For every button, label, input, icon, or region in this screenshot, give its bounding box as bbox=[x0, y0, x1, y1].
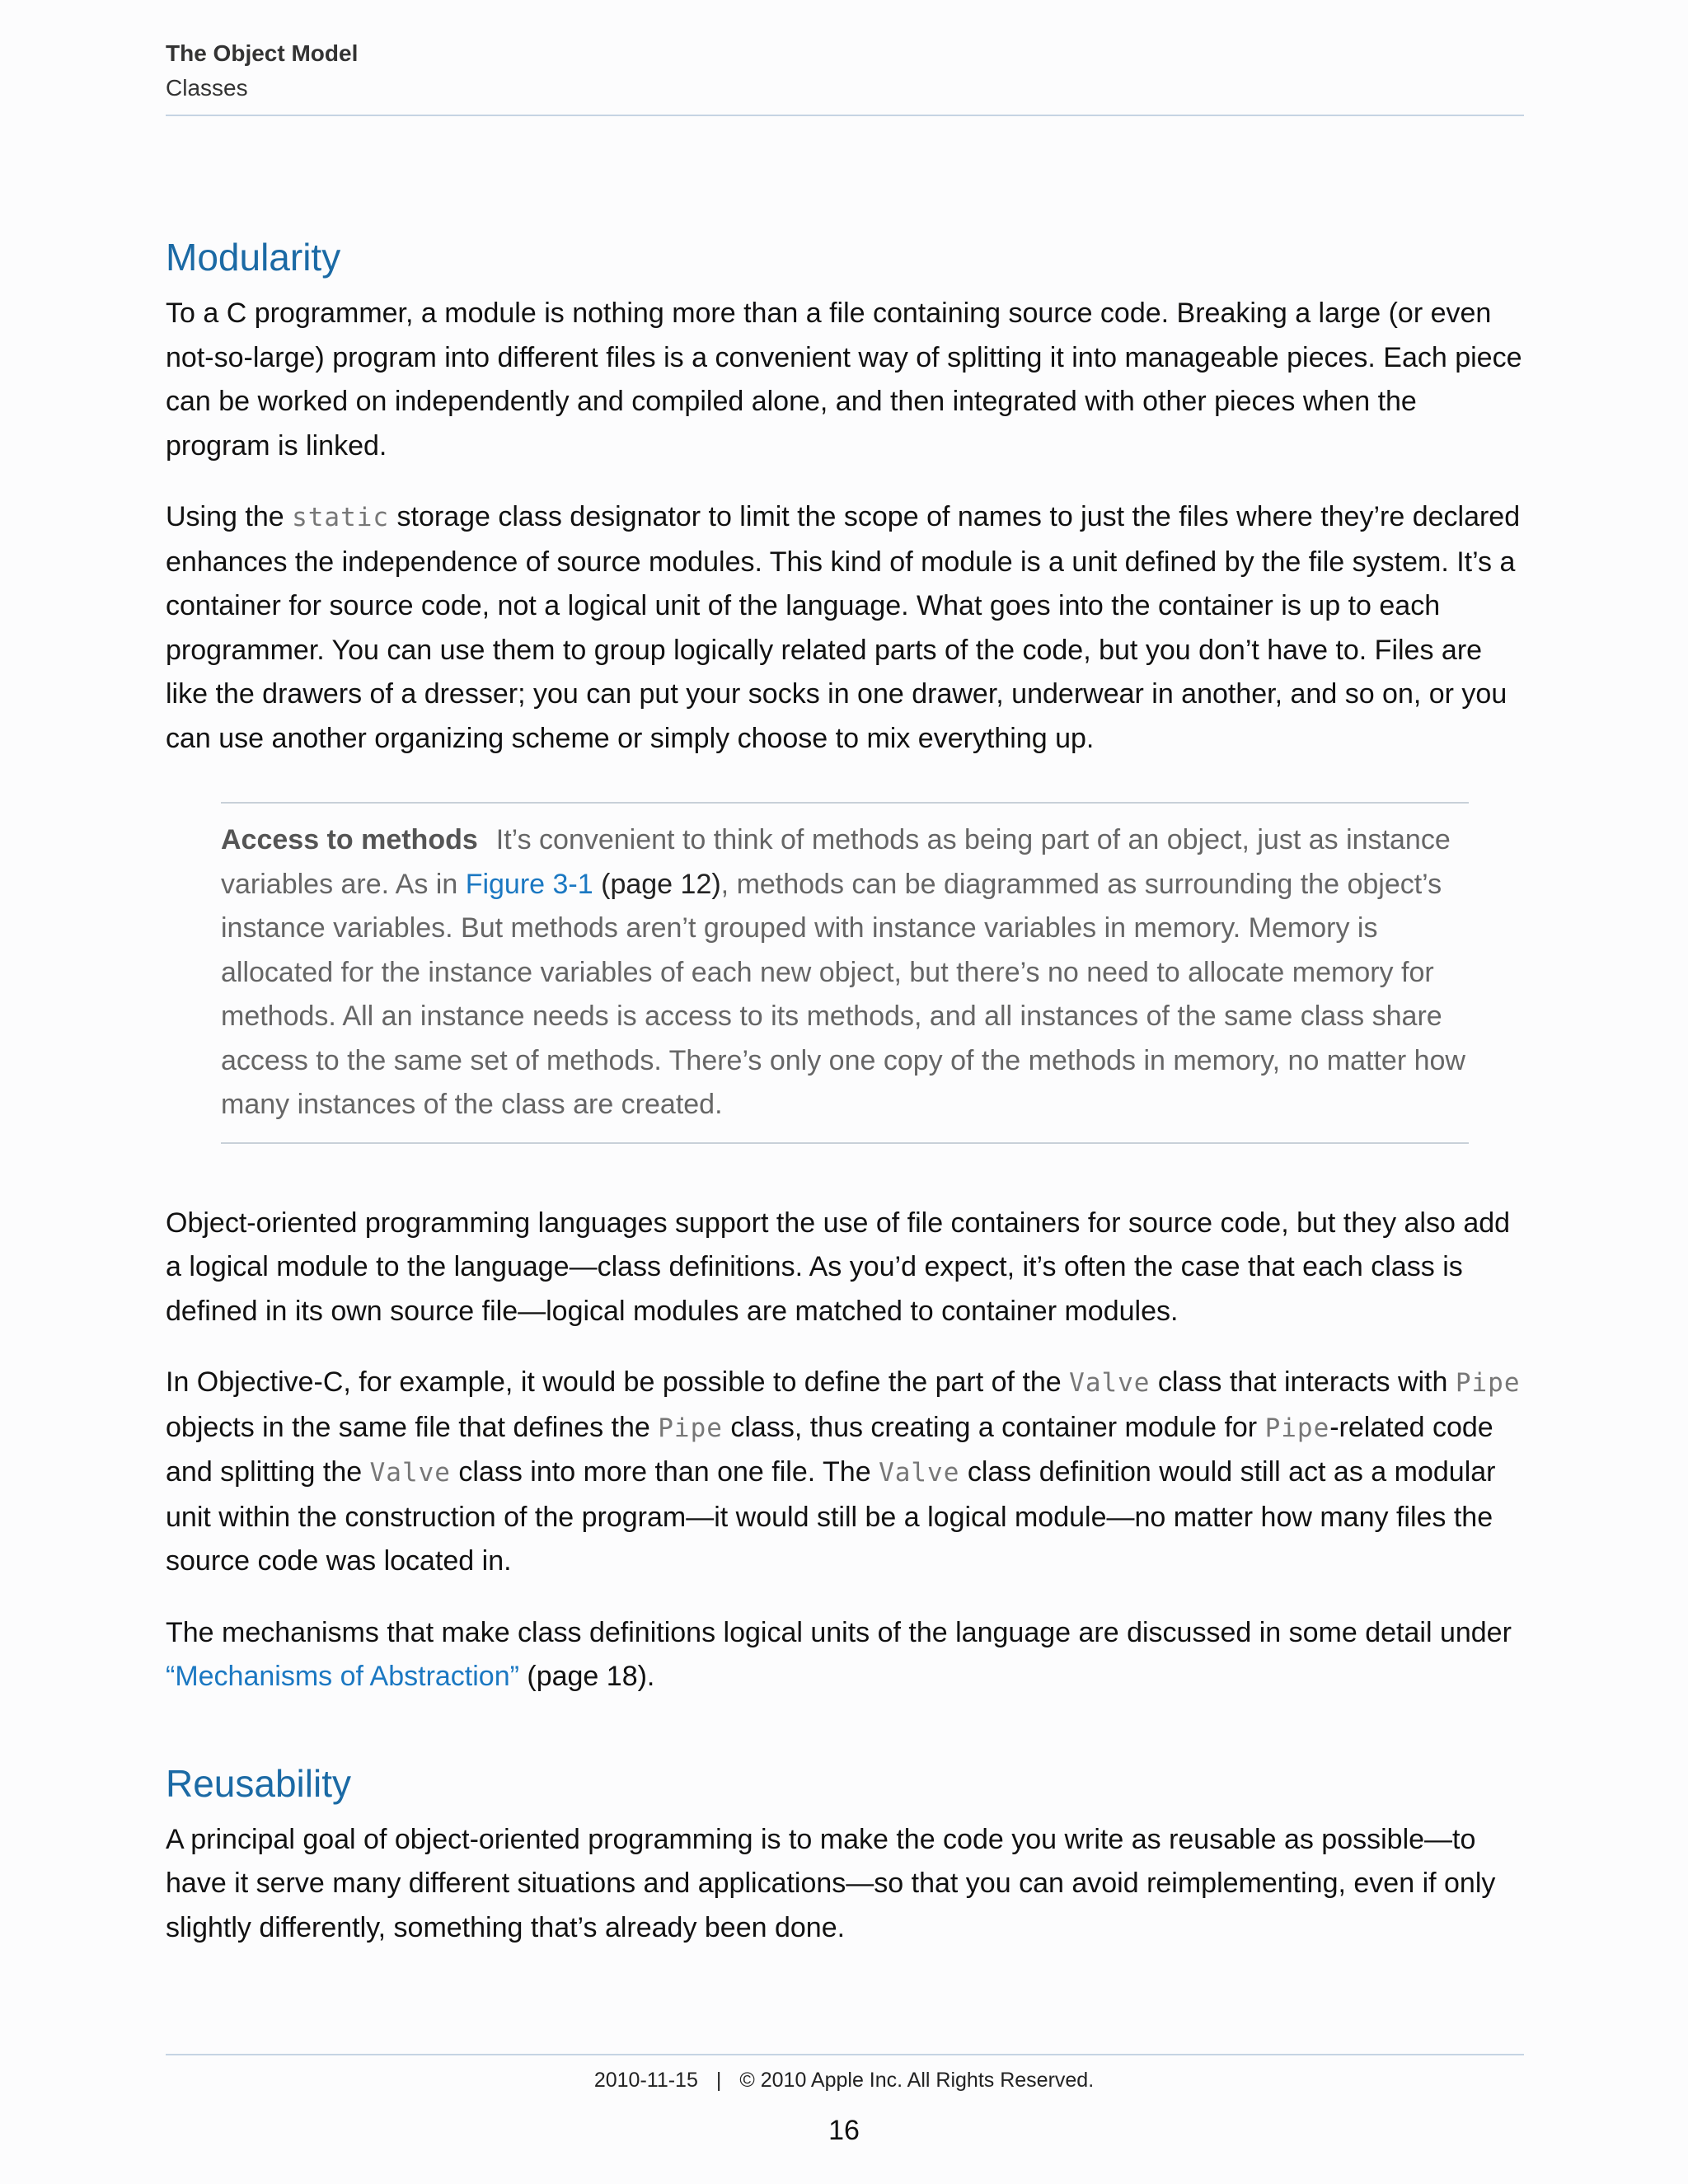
code-valve: Valve bbox=[879, 1458, 960, 1488]
text-run: objects in the same file that defines the bbox=[166, 1411, 659, 1443]
heading-modularity: Modularity bbox=[166, 236, 341, 279]
page-number: 16 bbox=[828, 2115, 860, 2146]
paragraph-modularity-3: Object-oriented programming languages support the use of file containers for source code, but they also add a logical module to the language—class definitions. As you’d expect, it’s often the case that each class is defined in its own source file—logical modules are matched to container modules. bbox=[166, 1207, 1511, 1327]
page-reference: (page 12) bbox=[601, 868, 721, 900]
text-run: -related code and splitting the bbox=[166, 1411, 1493, 1488]
section-title: Classes bbox=[166, 75, 248, 101]
code-static: static bbox=[292, 503, 390, 532]
text-run: storage class designator to limit the scope of names to just the files where they’re declared enhances the independence of source modules. This kind of module is a unit defined by the file system. It’s a container for source code, not a logical unit of the language. What goes into the container is up to each programmer. You can use them to group logically related parts of the code, but you don’t have to. Files are like the drawers of a dresser; you can put your socks in one drawer, underwear in another, and so on, or you can use another organizing scheme or simply choose to mix everything up. bbox=[166, 501, 1521, 754]
footer-copyright: © 2010 Apple Inc. All Rights Reserved. bbox=[739, 2069, 1095, 2092]
footer-separator: | bbox=[715, 2069, 722, 2092]
paragraph-modularity-5 bbox=[166, 1611, 1524, 1699]
text-run: , methods can be diagrammed as surrounding the object’s instance variables. But methods aren’t grouped with instance variables in memory. Memory is allocated for the instance variables of each new object, but there’s no need to allocate memory for methods. All an instance needs is access to its methods, and all instances of the same class share access to the same set of methods. There’s only one copy of the methods in memory, no matter how many instances of the class are created. bbox=[221, 868, 1465, 1120]
heading-reusability: Reusability bbox=[166, 1761, 351, 1805]
text-run: In Objective-C, for example, it would be possible to define the part of the bbox=[166, 1366, 1070, 1398]
page-content bbox=[166, 223, 1524, 1977]
note-box bbox=[221, 802, 1469, 1144]
paragraph-modularity-1: To a C programmer, a module is nothing more than a file containing source code. Breaking a large (or even not-so-large) program into different files is a convenient way of splitting it into manageable pieces. Each piece can be worked on independently and compiled alone, and then integrated with other pieces when the program is linked. bbox=[166, 298, 1522, 462]
paragraph-modularity-4 bbox=[166, 1361, 1524, 1584]
code-pipe: Pipe bbox=[658, 1413, 723, 1443]
footer-date: 2010-11-15 bbox=[593, 2069, 698, 2092]
chapter-title: The Object Model bbox=[166, 40, 359, 66]
running-header bbox=[166, 36, 1524, 105]
paragraph-modularity-2 bbox=[166, 495, 1524, 761]
text-run: Using the bbox=[166, 501, 293, 532]
text-run: class that interacts with bbox=[1150, 1366, 1456, 1398]
text-run: It’s convenient to think of methods as being part of an object, just as instance variables are. As in bbox=[221, 824, 1451, 900]
note-text bbox=[221, 818, 1469, 1127]
text-run: class, thus creating a container module for bbox=[722, 1411, 1265, 1443]
link-mechanisms-of-abstraction[interactable]: “Mechanisms of Abstraction” bbox=[166, 1661, 519, 1692]
page-reference: (page 18). bbox=[518, 1661, 655, 1692]
text-run: class into more than one file. The bbox=[450, 1456, 879, 1488]
note-title: Access to methods bbox=[221, 824, 478, 855]
code-valve: Valve bbox=[369, 1458, 451, 1488]
link-figure-3-1[interactable]: Figure 3-1 bbox=[465, 868, 593, 900]
header-divider bbox=[166, 115, 1524, 116]
code-pipe: Pipe bbox=[1455, 1368, 1521, 1398]
footer bbox=[0, 2064, 1688, 2097]
text-run: class definition would still act as a modular unit within the construction of the program—it would still be a logical module—no matter how many files the source code was located in. bbox=[166, 1456, 1496, 1577]
footer-divider bbox=[166, 2054, 1524, 2055]
paragraph-reusability-1: A principal goal of object-oriented programming is to make the code you write as reusable as possible—to have it serve many different situations and applications—so that you can avoid reimplementing, even if only slightly differently, something that’s already been done. bbox=[166, 1823, 1496, 1943]
code-valve: Valve bbox=[1069, 1368, 1151, 1398]
text-run: The mechanisms that make class definitions logical units of the language are discussed in some detail under bbox=[166, 1616, 1512, 1648]
code-pipe: Pipe bbox=[1264, 1413, 1330, 1443]
